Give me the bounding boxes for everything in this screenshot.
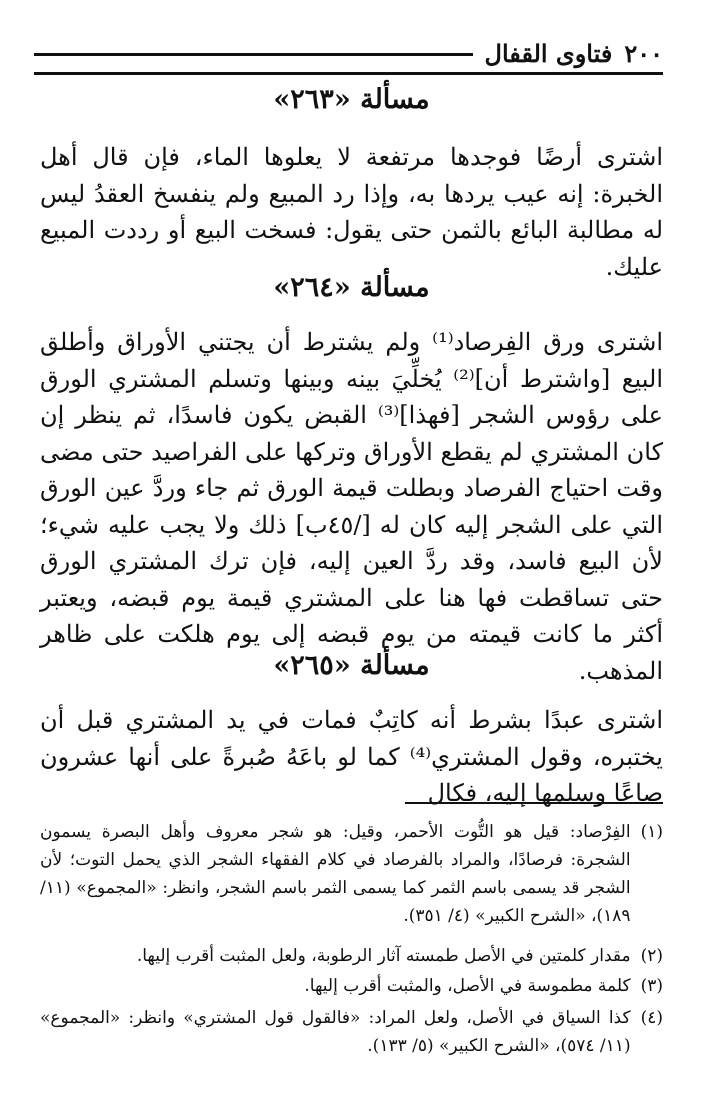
footnote-text: مقدار كلمتين في الأصل طمسته آثار الرطوبة، ولعل المثبت أقرب إليها. — [136, 946, 631, 966]
footnote-separator — [405, 802, 663, 804]
footnote-number: (٢) — [640, 946, 663, 966]
footnote-2 — [40, 942, 663, 970]
issue-heading-265: مسألة «٢٦٥» — [273, 650, 430, 681]
footnote-text: كذا السياق في الأصل، ولعل المراد: «فالقول قول المشتري» وانظر: «المجموع» (١١/ ٥٧٤)، «الشرح الكبير» (٥/ ١٣٣). — [40, 1008, 631, 1056]
running-header — [34, 20, 663, 75]
footnote-text: الفِرْصاد: قيل هو التُّوت الأحمر، وقيل: هو شجر معروف وأهل البصرة يسمون الشجرة: فرصادًا، والمراد بالفرصاد في كلام الفقهاء الشجر الذي يحمل التوت؛ لأن الشجر قد يسمى باسم الثمر كما يسمى الثمر باسم الشجر، وانظر: «المجموع» (١١/ ١٨٩)، «الشرح الكبير» (٤/ ٣٥١). — [40, 822, 631, 926]
issue-text-263: اشترى أرضًا فوجدها مرتفعة لا يعلوها الماء، فإن قال أهل الخبرة: إنه عيب يردها به، وإذا رد المبيع ولم ينفسخ العقدُ ليس له مطالبة البائع بالثمن حتى يقول: فسخت البيع أو رددت المبيع عليك. — [40, 143, 663, 281]
page-number: ٢٠٠ — [624, 39, 663, 68]
footnote-text: كلمة مطموسة في الأصل، والمثبت أقرب إليها. — [304, 976, 631, 996]
footnote-number: (١) — [640, 822, 663, 842]
footnote-number: (٣) — [640, 976, 663, 996]
footnote-3 — [40, 972, 663, 1000]
footnote-1 — [40, 818, 663, 930]
issue-heading-264: مسألة «٢٦٤» — [273, 272, 430, 303]
header-rule — [34, 53, 473, 56]
issue-text-264: اشترى ورق الفِرصاد⁽¹⁾ ولم يشترط أن يجتني الأوراق وأطلق البيع [واشترط أن]⁽²⁾ يُخلِّيَ بينه وبينها وتسلم المشتري الورق على رؤوس الشجر [فهذا]⁽³⁾ القبض يكون فاسدًا، ثم ينظر إن كان المشتري لم يقطع الأوراق وتركها على الفراصيد حتى مضى وقت احتياج الفرصاد وبطلت قيمة الورق ثم جاء وردَّ عين الورق التي على الشجر إليه كان له [/٤٥ب] ذلك ولا يجب عليه شيء؛ لأن البيع فاسد، وقد ردَّ العين إليه، فإن ترك المشتري الورق حتى تساقطت فها هنا على المشتري قيمة يوم قبضه، ويعتبر أكثر ما كانت قيمته من يوم قبضه إلى يوم هلكت على ظاهر المذهب. — [40, 328, 664, 685]
book-title: فتاوى القفال — [484, 39, 613, 68]
issue-heading-263: مسألة «٢٦٣» — [273, 84, 430, 115]
issue-text-265: اشترى عبدًا بشرط أنه كاتِبٌ فمات في يد المشتري قبل أن يختبره، وقول المشتري⁽⁴⁾ كما لو باعَهُ صُبرةً على أنها عشرون صاعًا وسلمها إليه، فكال — [40, 706, 663, 807]
footnote-number: (٤) — [640, 1008, 663, 1028]
footnote-4 — [40, 1004, 663, 1060]
